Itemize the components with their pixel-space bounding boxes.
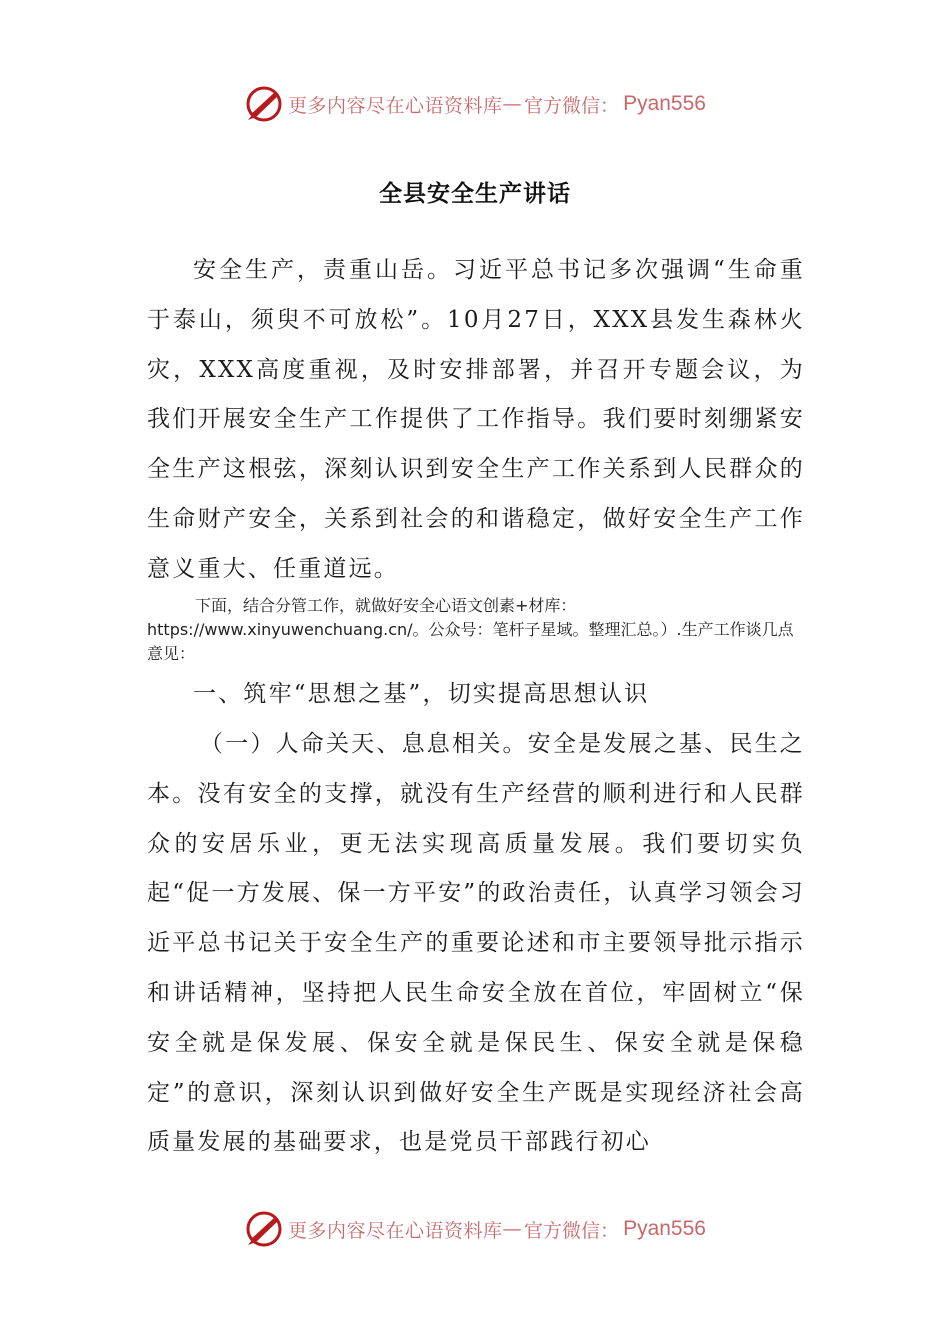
banner-dash: — — [502, 1218, 523, 1240]
banner-dash: — — [502, 93, 523, 115]
section-heading-1: 一、筑牢“思想之基”，切实提高思想认识 — [193, 681, 650, 707]
banner-wechat-id: Pyan556 — [623, 1217, 706, 1240]
pen-logo-icon — [244, 1209, 284, 1249]
watermark-banner-bottom — [0, 1207, 950, 1251]
banner-wechat-id: Pyan556 — [623, 92, 706, 115]
pen-logo-icon — [244, 84, 284, 124]
banner-wechat-label: 官方微信： — [524, 94, 620, 117]
banner-wechat-label: 官方微信： — [524, 1219, 620, 1242]
paragraph-section-1-1: （一）人命关天、息息相关。安全是发展之基、民生之本。没有安全的支撑，就没有生产经营的顺利进行和人民群众的安居乐业，更无法实现高质量发展。我们要切实负起“促一方发展、保一方平安”的政治责任，认真学习领会习近平总书记关于安全生产的重要论述和市主要领导批示指示和讲话精神，坚持把人民生命安全放在首位，牢固树立“保安全就是保发展、保安全就是保民生、保安全就是保稳定”的意识，深刻认识到做好安全生产既是实现经济社会高质量发展的基础要求，也是党员干部践行初心 — [147, 731, 805, 1156]
watermark-banner-top — [0, 82, 950, 126]
paragraph-intro: 安全生产，责重山岳。习近平总书记多次强调“生命重于泰山，须臾不可放松”。10月27日，XXX县发生森林火灾，XXX高度重视，及时安排部署，并召开专题会议，为我们开展安全生产工作提供了工作指导。我们要时刻绷紧安全生产这根弦，深刻认识到安全生产工作关系到人民群众的生命财产安全，关系到社会的和谐稳定，做好安全生产工作意义重大、任重道远。 — [147, 257, 805, 582]
document-title: 全县安全生产讲话 — [379, 181, 571, 207]
inserted-note: 下面，结合分管工作，就做好安全心语文创素+材库：https://www.xinyuwenchuang.cn/。公众号：笔杆子星域。整理汇总。）.生产工作谈几点意见： — [147, 596, 794, 663]
banner-brand: 更多内容尽在心语资料库 — [288, 1219, 503, 1242]
banner-brand: 更多内容尽在心语资料库 — [288, 94, 503, 117]
